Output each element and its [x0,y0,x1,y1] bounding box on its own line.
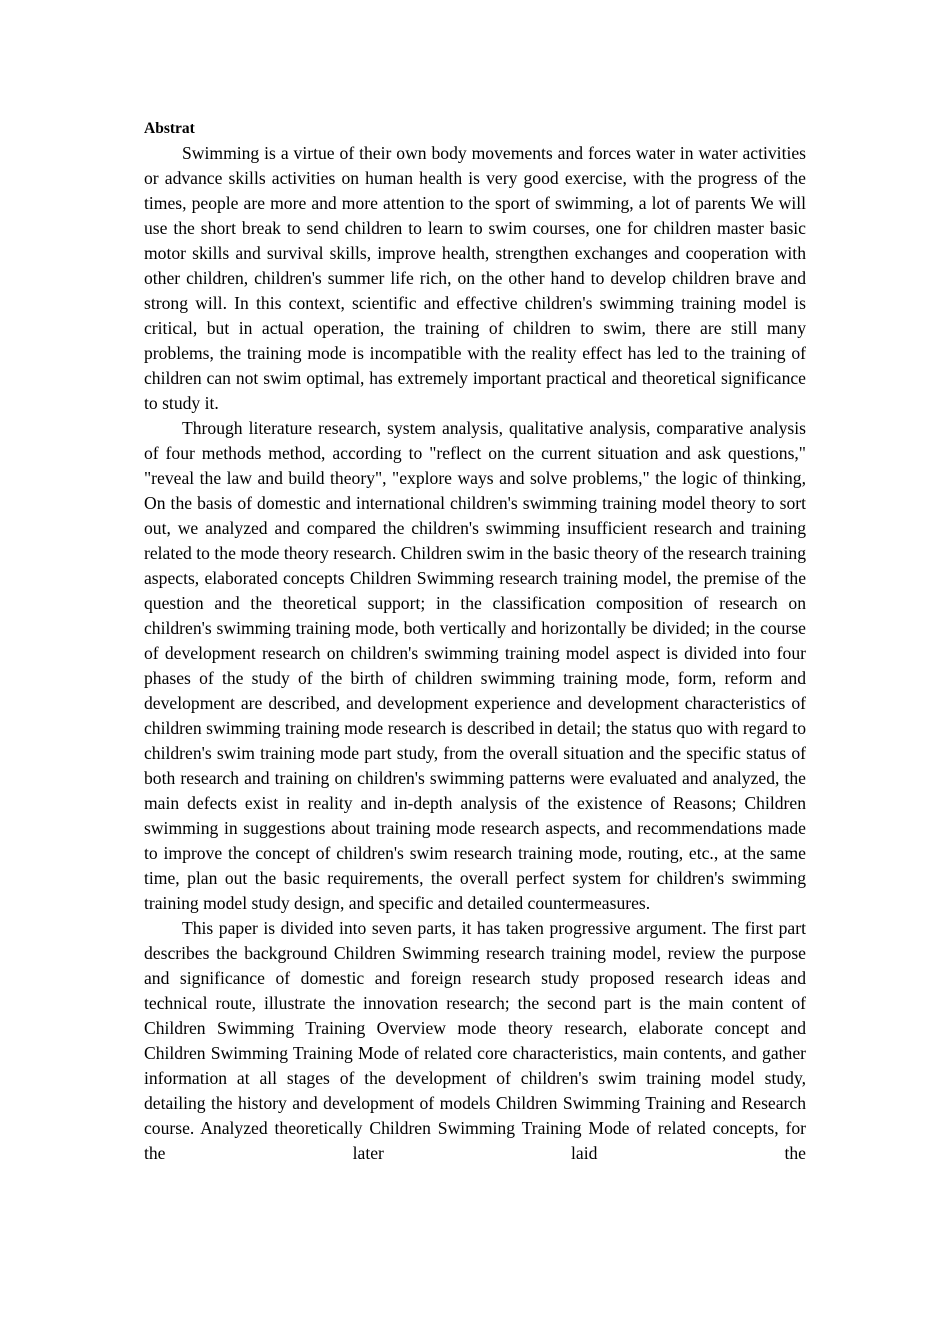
abstract-heading: Abstrat [144,120,195,137]
abstract-paragraph-3: This paper is divided into seven parts, it has taken progressive argument. The first part describes the background Children Swimming research training model, review the purpose and significance of domestic and foreign research study proposed research ideas and technical route, illustrate the innovation research; the second part is the main content of Children Swimming Training Overview mode theory research, elaborate concept and Children Swimming Training Mode of related core characteristics, main contents, and gather information at all stages of the development of children's swim training model study, detailing the history and development of models Children Swimming Training and Research course. Analyzed theoretically Children Swimming Training Mode of related concepts, for the later laid the [144,918,806,1163]
document-page [144,116,806,1166]
abstract-paragraph-2: Through literature research, system analysis, qualitative analysis, comparative analysis of four methods method, according to "reflect on the current situation and ask questions," "reveal the law and build theory", "explore ways and solve problems," the logic of thinking, On the basis of domestic and international children's swimming training model theory to sort out, we analyzed and compared the children's swimming insufficient research and training related to the mode theory research. Children swim in the basic theory of the research training aspects, elaborated concepts Children Swimming research training model, the premise of the question and the theoretical support; in the classification composition of research on children's swimming training mode, both vertically and horizontally be divided; in the course of development research on children's swimming training model aspect is divided into four phases of the study of the birth of children swimming training mode, form, reform and development are described, and development experience and development characteristics of children swimming training mode research is described in detail; the status quo with regard to children's swim training mode part study, from the overall situation and the specific status of both research and training on children's swimming patterns were evaluated and analyzed, the main defects exist in reality and in-depth analysis of the existence of Reasons; Children swimming in suggestions about training mode research aspects, and recommendations made to improve the concept of children's swim research training mode, routing, etc., at the same time, plan out the basic requirements, the overall perfect system for children's swimming training model study design, and specific and detailed countermeasures. [144,418,806,913]
abstract-paragraph-1: Swimming is a virtue of their own body movements and forces water in water activities or advance skills activities on human health is very good exercise, with the progress of the times, people are more and more attention to the sport of swimming, a lot of parents We will use the short break to send children to learn to swim courses, one for children master basic motor skills and survival skills, improve health, strengthen exchanges and cooperation with other children, children's summer life rich, on the other hand to develop children brave and strong will. In this context, scientific and effective children's swimming training model is critical, but in actual operation, the training of children to swim, there are still many problems, the training mode is incompatible with the reality effect has led to the training of children can not swim optimal, has extremely important practical and theoretical significance to study it. [144,143,806,413]
